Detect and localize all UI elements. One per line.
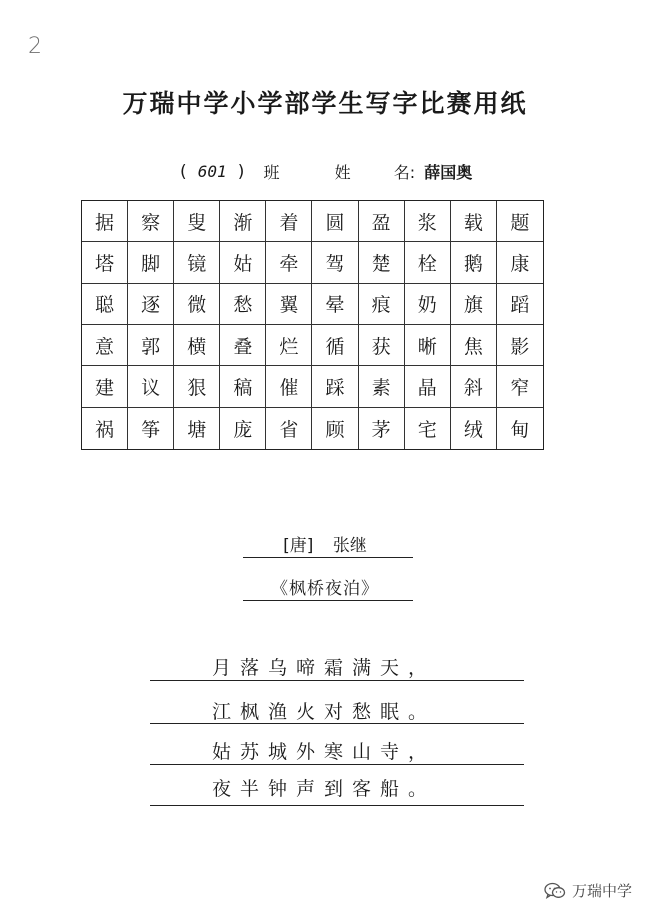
class-close-paren: ) xyxy=(237,161,245,182)
name-label: 名: xyxy=(393,163,416,182)
grid-character-cell: 浆 xyxy=(405,201,451,242)
wechat-icon xyxy=(544,882,566,900)
grid-character-cell: 着 xyxy=(266,201,312,242)
grid-character-cell: 晕 xyxy=(312,284,358,325)
grid-character-cell: 踩 xyxy=(312,366,358,407)
grid-character-cell: 省 xyxy=(266,408,312,449)
grid-character-cell: 镜 xyxy=(174,242,220,283)
grid-character-cell: 聪 xyxy=(82,284,128,325)
grid-character-cell: 据 xyxy=(82,201,128,242)
student-name-field: 薛国奥 xyxy=(424,163,473,182)
grid-character-cell: 意 xyxy=(82,325,128,366)
grid-character-cell: 脚 xyxy=(128,242,174,283)
grid-character-cell: 筝 xyxy=(128,408,174,449)
grid-character-cell: 横 xyxy=(174,325,220,366)
grid-character-cell: 晰 xyxy=(405,325,451,366)
poem-verse: 夜半钟声到客船。 xyxy=(212,778,437,800)
grid-character-cell: 姑 xyxy=(220,242,266,283)
grid-character-cell: 题 xyxy=(497,201,543,242)
student-info-row xyxy=(180,160,472,183)
grid-character-cell: 庞 xyxy=(220,408,266,449)
grid-character-cell: 烂 xyxy=(266,325,312,366)
grid-character-cell: 奶 xyxy=(405,284,451,325)
grid-character-cell: 获 xyxy=(359,325,405,366)
poem-author-line xyxy=(0,531,650,556)
poem-title: 《枫桥夜泊》 xyxy=(271,579,379,599)
grid-character-cell: 渐 xyxy=(220,201,266,242)
grid-character-cell: 蹈 xyxy=(497,284,543,325)
poem-verse: 江枫渔火对愁眠。 xyxy=(212,701,437,723)
grid-character-cell: 载 xyxy=(451,201,497,242)
grid-character-cell: 微 xyxy=(174,284,220,325)
grid-character-cell: 斜 xyxy=(451,366,497,407)
grid-character-cell: 催 xyxy=(266,366,312,407)
grid-character-cell: 鹅 xyxy=(451,242,497,283)
grid-character-cell: 塔 xyxy=(82,242,128,283)
grid-character-cell: 察 xyxy=(128,201,174,242)
grid-character-cell: 楚 xyxy=(359,242,405,283)
sheet-title: 万瑞中学小学部学生写字比赛用纸 xyxy=(122,89,528,118)
grid-character-cell: 稿 xyxy=(220,366,266,407)
watermark xyxy=(544,880,632,901)
grid-character-cell: 绒 xyxy=(451,408,497,449)
grid-character-cell: 窄 xyxy=(497,366,543,407)
poem-verse: 姑苏城外寒山寺， xyxy=(212,741,437,763)
surname-label: 姓 xyxy=(334,163,351,182)
grid-character-cell: 茅 xyxy=(359,408,405,449)
grid-character-cell: 翼 xyxy=(266,284,312,325)
grid-character-cell: 建 xyxy=(82,366,128,407)
grid-character-cell: 狠 xyxy=(174,366,220,407)
title-underline xyxy=(243,600,413,601)
class-label: 班 xyxy=(263,163,280,182)
grid-character-cell: 驾 xyxy=(312,242,358,283)
grid-character-cell: 叠 xyxy=(220,325,266,366)
grid-character-cell: 牵 xyxy=(266,242,312,283)
grid-character-cell: 圆 xyxy=(312,201,358,242)
verse-underline xyxy=(150,680,524,681)
grid-character-cell: 议 xyxy=(128,366,174,407)
grid-character-cell: 康 xyxy=(497,242,543,283)
watermark-text: 万瑞中学 xyxy=(571,882,632,900)
author-underline xyxy=(243,557,413,558)
poem-dynasty: [唐] xyxy=(283,536,314,556)
character-grid xyxy=(81,200,544,450)
poem-author: 张继 xyxy=(332,536,367,556)
poem-verse: 月落乌啼霜满天， xyxy=(212,657,437,679)
grid-character-cell: 顾 xyxy=(312,408,358,449)
grid-character-cell: 塘 xyxy=(174,408,220,449)
grid-character-cell: 晶 xyxy=(405,366,451,407)
grid-character-cell: 甸 xyxy=(510,418,530,441)
grid-character-cell: 宅 xyxy=(405,408,451,449)
grid-character-cell: 旗 xyxy=(451,284,497,325)
grid-character-cell: 素 xyxy=(359,366,405,407)
grid-character-cell: 焦 xyxy=(451,325,497,366)
class-open-paren: ( xyxy=(180,161,187,182)
verse-underline xyxy=(150,723,524,724)
class-number-field: 601 xyxy=(197,162,227,181)
verse-underline xyxy=(150,805,524,806)
grid-character-cell: 祸 xyxy=(82,408,128,449)
grid-character-cell: 影 xyxy=(497,325,543,366)
grid-character-cell: 循 xyxy=(312,325,358,366)
grid-character-cell: 栓 xyxy=(405,242,451,283)
grid-character-cell: 痕 xyxy=(359,284,405,325)
grid-character-cell: 逐 xyxy=(128,284,174,325)
page-number: 2 xyxy=(28,34,42,59)
verse-underline xyxy=(150,764,524,765)
grid-character-cell: 愁 xyxy=(220,284,266,325)
grid-character-cell: 郭 xyxy=(128,325,174,366)
grid-character-cell: 叟 xyxy=(174,201,220,242)
grid-character-cell: 盈 xyxy=(359,201,405,242)
